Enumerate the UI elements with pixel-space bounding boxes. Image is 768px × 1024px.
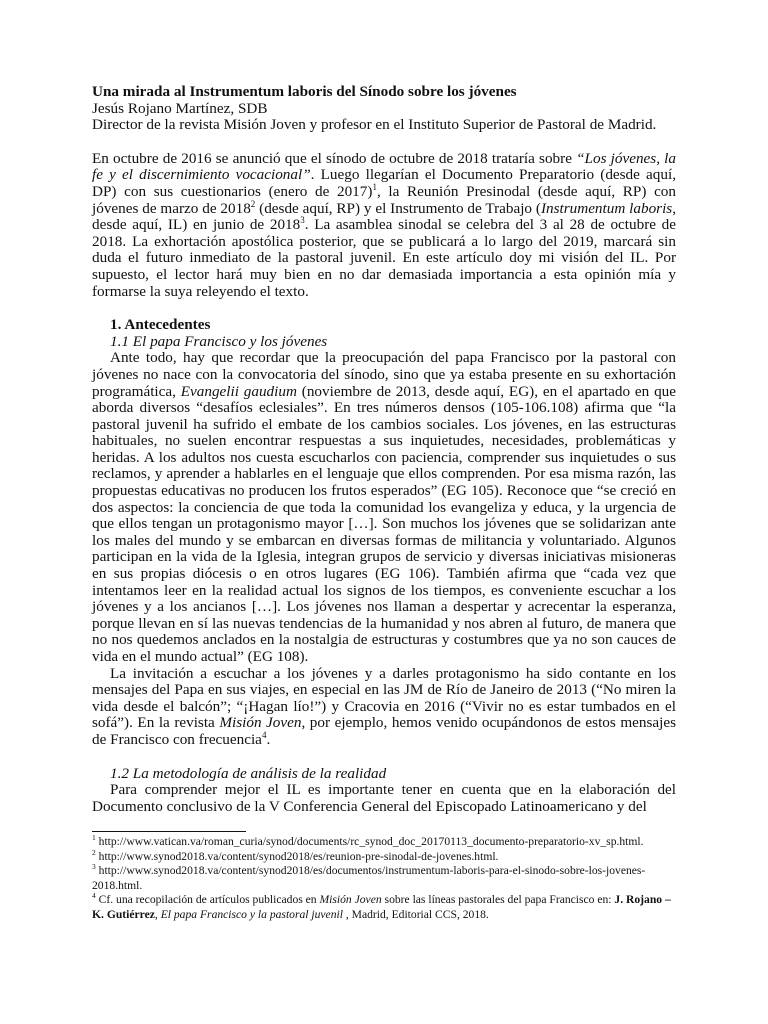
section-heading-antecedentes: 1. Antecedentes (110, 316, 211, 334)
document-page (92, 84, 676, 815)
footnote-link[interactable]: http://www.synod2018.va/content/synod2018/es/documentos/instrumentum-laboris-para-el-sinodo-sobre-los-jovenes-2018.html. (92, 864, 646, 892)
footnote-ref-2[interactable]: 2 (250, 198, 256, 209)
footnote-2: $^2$ http://www.synod2018.va/content/synod2018/es/reunion-pre-sinodal-de-jovenes.html. (92, 847, 499, 863)
intro-paragraph: En octubre de 2016 se anunció que el sínodo de octubre de 2018 trataría sobre “Los jóvenes, la fe y el discernimiento vocacional”. Luego llegarían el Documento Preparatorio (desde aquí, DP) con sus cuestionarios (enero de 2017)$^1$, la Reunión Presinodal (desde aquí, RP) con jóvenes de marzo de 2018$^2$ (desde aquí, RP) y el Instrumento de Trabajo (Instrumentum laboris, desde aquí, IL) en junio de 2018$^3$. La asamblea sinodal se celebra del 3 al 28 de octubre de 2018. La exhortación apostólica posterior, que se publicará a lo largo del 2019, marcará sin duda el futuro inmediato de la pastoral juvenil. En este artículo doy mi visión del IL. Por supuesto, el lector hará muy bien en no dar demasiada importancia a esta opinión mía y formarse la suya releyendo el texto. (92, 149, 677, 300)
body-paragraph: La invitación a escuchar a los jóvenes y a darles protagonismo ha sido contante en los mensajes del Papa en sus viajes, en especial en las JM de Río de Janeiro de 2013 (“No miren la vida desde el balcón”; “¡Hagan lío!”) y Cracovia en 2016 (“Vivir no es estar tumbados en el sofá”). En la revista Misión Joven, por ejemplo, hemos venido ocupándonos de estos mensajes de Francisco con frecuencia$^4$. (92, 664, 676, 748)
body-paragraph: Para comprender mejor el IL es importante tener en cuenta que en la elaboración del Documento conclusivo de la V Conferencia General del Episcopado Latinoamericano y del (92, 781, 676, 815)
footnote-ref-4[interactable]: 4 (261, 729, 267, 740)
footnote-ref-1[interactable]: 1 (372, 181, 377, 192)
footnotes (92, 835, 676, 923)
footnote-link[interactable]: http://www.vatican.va/roman_curia/synod/documents/rc_synod_doc_20170113_documento-preparatorio-xv_sp.html. (95, 835, 644, 848)
author-name: Jesús Rojano Martínez, SDB (92, 99, 268, 117)
subsection-heading-1-2: 1.2 La metodología de análisis de la realidad (110, 764, 387, 782)
body-paragraph: Ante todo, hay que recordar que la preocupación del papa Francisco por la pastoral con jóvenes no nace con la convocatoria del sínodo, sino que ya estaba presente en su exhortación programática, Evangelii gaudium (noviembre de 2013, desde aquí, EG), en el apartado en que aborda diversos “desafíos eclesiales”. En tres números densos (105-106.108) afirma que “la pastoral juvenil ha sufrido el embate de los cambios sociales. Los jóvenes, en las estructuras habituales, no suelen encontrar respuestas a sus inquietudes, necesidades, problemáticas y heridas. A los adultos nos cuesta escucharlos con paciencia, comprender sus inquietudes o sus reclamos, y aprender a hablarles en el lenguaje que ellos comprenden. Por esa misma razón, las propuestas educativas no producen los frutos esperados” (EG 105). Reconoce que “se creció en dos aspectos: la conciencia de que toda la comunidad los evangeliza y educa, y la urgencia de que ellos tengan un protagonismo mayor […]. Son muchos los jóvenes que se solidarizan ante los males del mundo y se embarcan en diversas formas de militancia y voluntariado. Algunos participan en la vida de la Iglesia, integran grupos de servicio y diversas iniciativas misioneras en sus propias diócesis o en otros lugares (EG 106). También afirma que “cada vez que intentamos leer en la realidad actual los signos de los tiempos, es conveniente escuchar a los jóvenes y a los ancianos […]. Los jóvenes nos llaman a despertar y acrecentar la esperanza, porque llevan en sí las nuevas tendencias de la humanidad y nos abren al futuro, de manera que no nos quedemos anclados en la nostalgia de estructuras y costumbres que ya no son cauces de vida en el mundo actual” (EG 108). (92, 349, 676, 665)
footnote-3: $^3$ http://www.synod2018.va/content/synod2018/es/documentos/instrumentum-laboris-para-el-sinodo-sobre-los-jovenes-2018.html. (92, 862, 646, 892)
footnote-ref-3[interactable]: 3 (300, 215, 305, 226)
footnote-1: $^1$ http://www.vatican.va/roman_curia/synod/documents/rc_synod_doc_20170113_documento-preparatorio-xv_sp.html. (92, 833, 644, 848)
footnote-separator (92, 831, 246, 832)
subsection-heading-1-1: 1.1 El papa Francisco y los jóvenes (110, 332, 328, 350)
author-affiliation: Director de la revista Misión Joven y profesor en el Instituto Superior de Pastoral de Madrid. (92, 116, 657, 134)
footnote-4: $^4$ Cf. una recopilación de artículos publicados en Misión Joven sobre las líneas pastorales del papa Francisco en: J. Rojano – K. Gutiérrez, El papa Francisco y la pastoral juvenil , Madrid, Editorial CCS, 2018. (92, 891, 671, 921)
footnote-link[interactable]: http://www.synod2018.va/content/synod2018/es/reunion-pre-sinodal-de-jovenes.html. (95, 849, 499, 863)
article-title: Una mirada al Instrumentum laboris del Sínodo sobre los jóvenes (92, 83, 517, 100)
